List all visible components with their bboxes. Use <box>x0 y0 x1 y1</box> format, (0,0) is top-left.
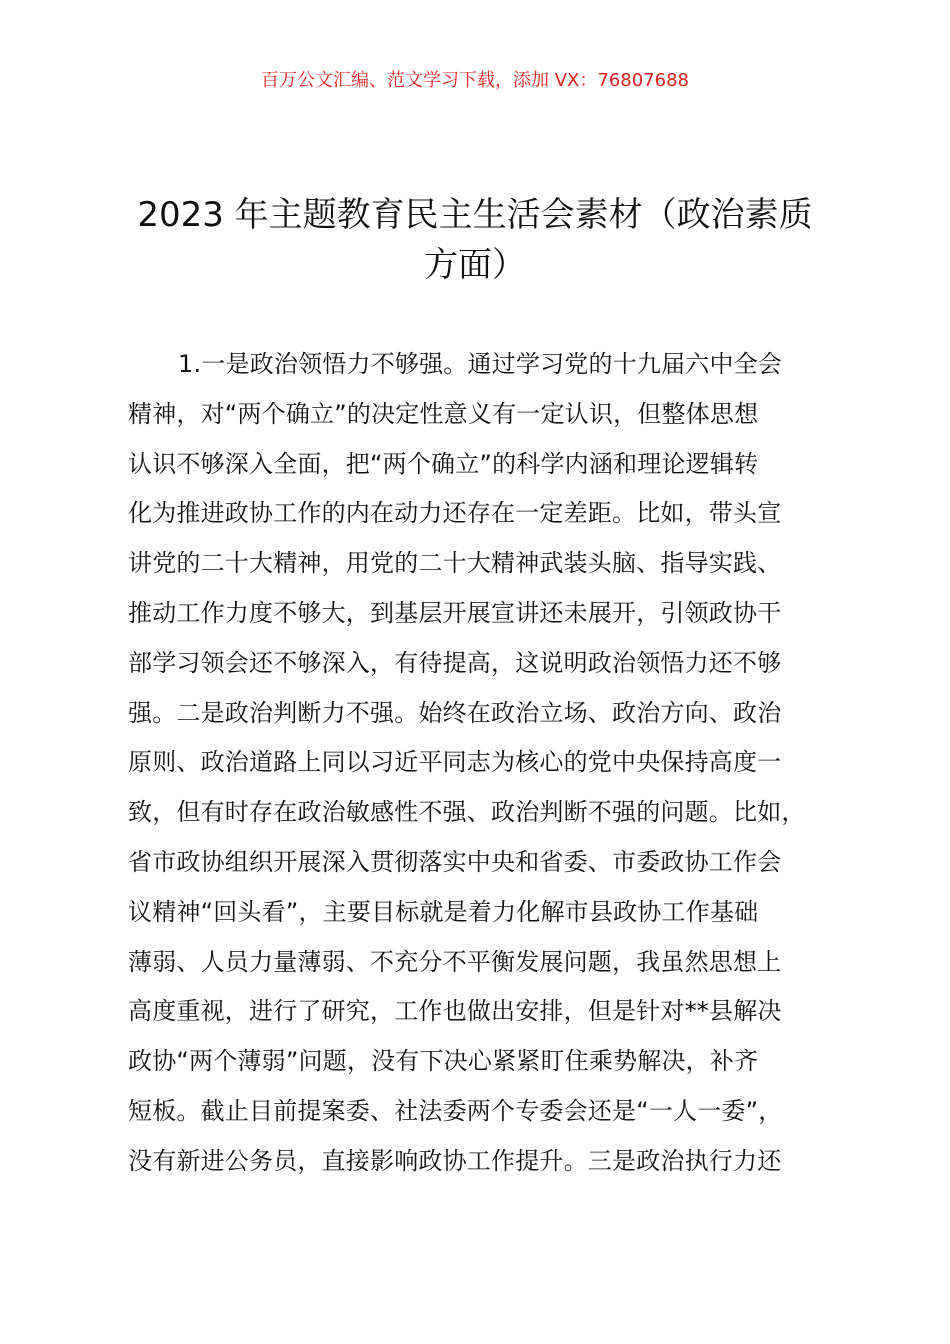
body-line: 部学习领会还不够深入，有待提高，这说明政治领悟力还不够 <box>128 648 782 677</box>
body-line: 原则、政治道路上同以习近平同志为核心的党中央保持高度一 <box>128 748 782 777</box>
body-line: 1.一是政治领悟力不够强。通过学习党的十九届六中全会 <box>178 350 783 378</box>
body-line: 议精神“回头看”，主要目标就是着力化解市县政协工作基础 <box>128 897 759 926</box>
body-line: 薄弱、人员力量薄弱、不充分不平衡发展问题，我虽然思想上 <box>128 947 782 976</box>
title-line: 2023 年主题教育民主生活会素材（政治素质 <box>137 195 813 235</box>
body-line: 讲党的二十大精神，用党的二十大精神武装头脑、指导实践、 <box>128 549 782 578</box>
body-line: 省市政协组织开展深入贯彻落实中央和省委、市委政协工作会 <box>128 847 782 876</box>
body-line: 政协“两个薄弱”问题，没有下决心紧紧盯住乘势解决，补齐 <box>128 1047 759 1076</box>
body-line: 精神，对“两个确立”的决定性意义有一定认识，但整体思想 <box>128 399 759 428</box>
title-line: 方面） <box>424 245 526 285</box>
watermark-header: 百万公文汇编、范文学习下载，添加 VX：76807688 <box>261 70 689 91</box>
document-body <box>128 340 848 1187</box>
document-title <box>100 190 850 290</box>
body-line: 化为推进政协工作的内在动力还存在一定差距。比如，带头宣 <box>128 499 782 528</box>
body-line: 推动工作力度不够大，到基层开展宣讲还未展开，引领政协干 <box>128 598 782 627</box>
body-line: 强。二是政治判断力不强。始终在政治立场、政治方向、政治 <box>128 698 782 727</box>
body-line: 认识不够深入全面，把“两个确立”的科学内涵和理论逻辑转 <box>128 449 759 478</box>
body-line: 短板。截止目前提案委、社法委两个专委会还是“一人一委”， <box>128 1096 783 1125</box>
body-line: 高度重视，进行了研究，工作也做出安排，但是针对**县解决 <box>128 997 782 1026</box>
body-line: 致，但有时存在政治敏感性不强、政治判断不强的问题。比如， <box>128 798 806 827</box>
body-line: 没有新进公务员，直接影响政协工作提升。三是政治执行力还 <box>128 1146 782 1175</box>
